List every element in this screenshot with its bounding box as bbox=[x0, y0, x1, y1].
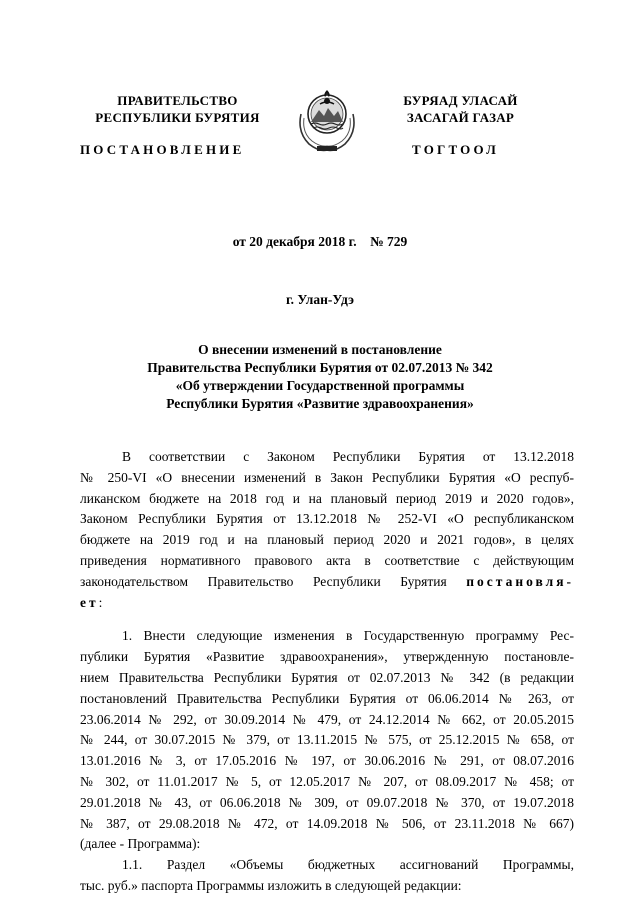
decree-label-bua: ТОГТООЛ bbox=[412, 142, 500, 157]
body-line: постановлений Правительства Республики Бурятия от 06.06.2014 № 263, от bbox=[80, 690, 574, 706]
coat-of-arms-icon bbox=[295, 84, 359, 154]
title-line-1: О внесении изменений в постановление bbox=[198, 342, 442, 357]
decree-city: г. Улан-Удэ bbox=[286, 292, 354, 307]
title-line-4: Республики Бурятия «Развитие здравоохранения» bbox=[166, 396, 474, 411]
body-line: 1.1. Раздел «Объемы бюджетных ассигнований Программы, bbox=[122, 857, 574, 873]
body-line: тыс. руб.» паспорта Программы изложить в следующей редакции: bbox=[80, 877, 462, 893]
body-line-resolves bbox=[80, 572, 574, 593]
header-right-line1: БУРЯАД УЛАСАЙ bbox=[403, 93, 518, 108]
body-line: 1. Внести следующие изменения в Государственную программу Рес- bbox=[122, 628, 574, 644]
body-line-resolves-end bbox=[80, 593, 574, 614]
header-right-line2: ЗАСАГАЙ ГАЗАР bbox=[406, 110, 515, 125]
header-government-ru bbox=[80, 92, 275, 126]
header-left-line2: РЕСПУБЛИКИ БУРЯТИЯ bbox=[95, 110, 260, 125]
paragraph-item-1 bbox=[80, 626, 574, 855]
title-line-3: «Об утверждении Государственной программы bbox=[175, 378, 465, 393]
header-government-bua bbox=[378, 92, 543, 126]
paragraph-preamble bbox=[80, 447, 574, 613]
body-line: нием Правительства Республики Бурятия от 02.07.2013 № 342 (в редакции bbox=[80, 669, 574, 685]
resolves-word-end: ет bbox=[80, 594, 99, 610]
decree-title bbox=[80, 341, 560, 413]
body-line: Законом Республики Бурятия от 13.12.2018 № 252-VI «О республиканском bbox=[80, 511, 574, 527]
body-line: (далее - Программа): bbox=[80, 836, 201, 852]
body-line: № 250-VI «О внесении изменений в Закон Республики Бурятия «О респуб- bbox=[80, 469, 574, 485]
paragraph-item-1-1 bbox=[80, 855, 574, 897]
body-line: публики Бурятия «Развитие здравоохранения», утвержденную постановле- bbox=[80, 649, 574, 665]
paragraph-gap bbox=[80, 613, 574, 626]
body-line: 13.01.2016 № 3, от 17.05.2016 № 197, от 30.06.2016 № 291, от 08.07.2016 bbox=[80, 753, 574, 769]
body-line-text: законодательством Правительство Республики Бурятия bbox=[80, 573, 447, 589]
decree-date-number: от 20 декабря 2018 г. № 729 bbox=[232, 234, 408, 249]
body-line: № 244, от 30.07.2015 № 379, от 13.11.2015 № 575, от 25.12.2015 № 658, от bbox=[80, 732, 574, 748]
body-line: 23.06.2014 № 292, от 30.09.2014 № 479, от 24.12.2014 № 662, от 20.05.2015 bbox=[80, 711, 574, 727]
title-line-2: Правительства Республики Бурятия от 02.07.2013 № 342 bbox=[147, 360, 493, 375]
decree-body bbox=[80, 447, 574, 897]
body-line: ликанском бюджете на 2018 год и на плановый период 2019 и 2020 годов», bbox=[80, 490, 574, 506]
header-left-line1: ПРАВИТЕЛЬСТВО bbox=[117, 93, 238, 108]
body-line: № 302, от 11.01.2017 № 5, от 12.05.2017 № 207, от 08.09.2017 № 458; от bbox=[80, 773, 574, 789]
body-line: 29.01.2018 № 43, от 06.06.2018 № 309, от 09.07.2018 № 370, от 19.07.2018 bbox=[80, 794, 574, 810]
decree-label-ru: ПОСТАНОВЛЕНИЕ bbox=[80, 142, 245, 157]
body-line: В соответствии с Законом Республики Бурятия от 13.12.2018 bbox=[122, 449, 574, 464]
body-line: № 387, от 29.08.2018 № 472, от 14.09.2018 № 506, от 23.11.2018 № 667) bbox=[80, 815, 574, 831]
resolves-colon: : bbox=[98, 594, 103, 610]
resolves-word: постановля- bbox=[466, 573, 574, 589]
body-line: бюджете на 2019 год и на плановый период 2020 и 2021 годов», в целях bbox=[80, 532, 574, 548]
body-line: приведения нормативного правового акта в соответствие с действующим bbox=[80, 552, 574, 568]
